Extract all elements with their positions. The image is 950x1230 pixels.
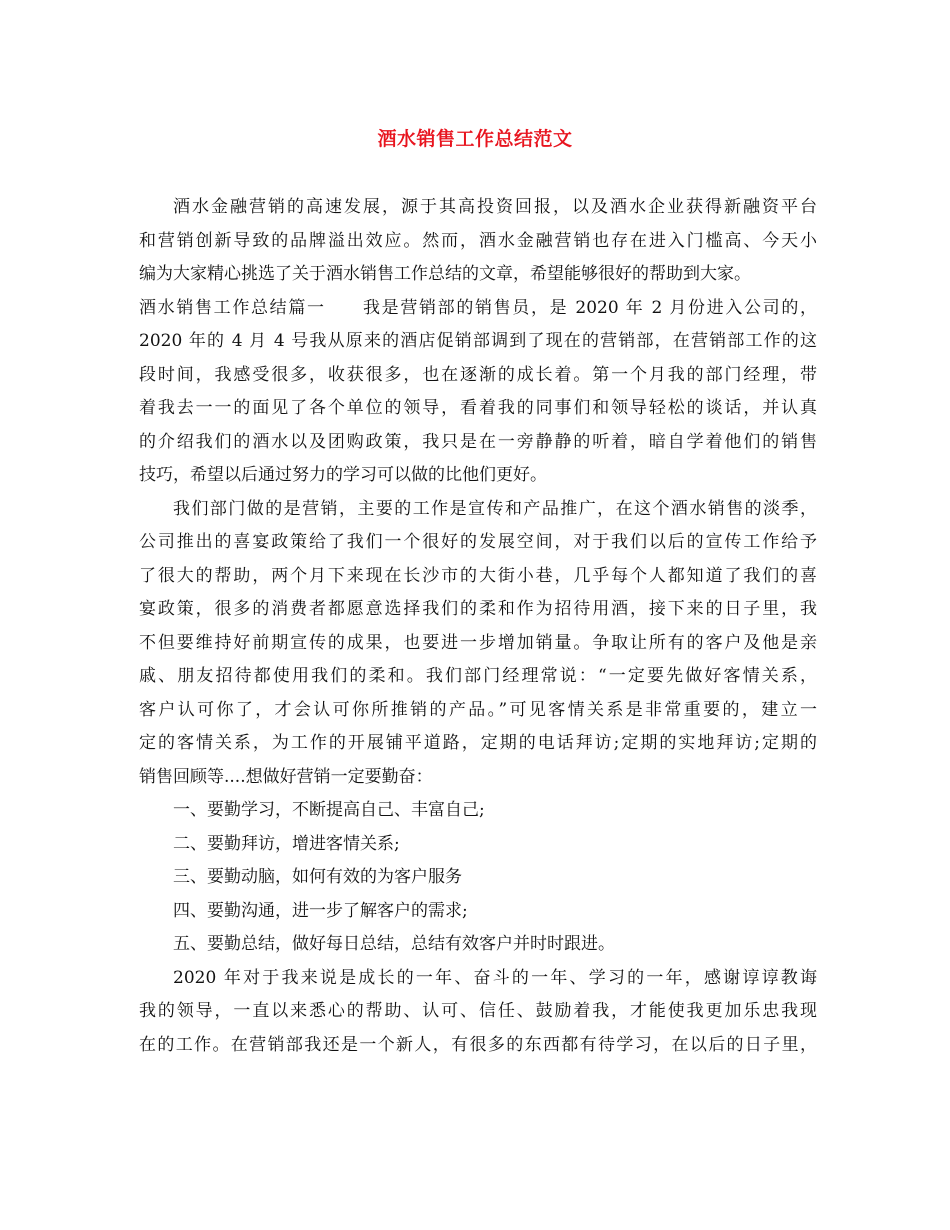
- text-line: 四、要勤沟通，进一步了解客户的需求;: [173, 900, 468, 921]
- text-line: 段时间，我感受很多，收获很多，也在逐渐的成长着。第一个月我的部门经理，带: [139, 364, 817, 385]
- text-line: 着我去一一的面见了各个单位的领导，看着我的同事们和领导轻松的谈话，并认真: [139, 398, 817, 418]
- text-line: 我的领导，一直以来悉心的帮助、认可、信任、鼓励着我，才能使我更加乐忠我现: [139, 1001, 817, 1021]
- text-line: 一、要勤学习，不断提高自己、丰富自己;: [173, 800, 485, 820]
- text-line: 销售回顾等....想做好营销一定要勤奋：: [139, 766, 433, 787]
- document-body: [139, 191, 817, 1062]
- text-line: 宴政策，很多的消费者都愿意选择我们的柔和作为招待用酒，接下来的日子里，我: [139, 599, 817, 619]
- text-line: 了很大的帮助，两个月下来现在长沙市的大街小巷，几乎每个人都知道了我们的喜: [139, 565, 817, 586]
- text-line: 的介绍我们的酒水以及团购政策，我只是在一旁静静的听着，暗自学着他们的销售: [139, 431, 817, 452]
- text-line: 三、要勤动脑，如何有效的为客户服务: [173, 867, 462, 887]
- text-line: 戚、朋友招待都使用我们的柔和。我们部门经理常说：“一定要先做好客情关系，: [139, 666, 817, 686]
- text-line: 在的工作。在营销部我还是一个新人，有很多的东西都有待学习，在以后的日子里，: [139, 1034, 817, 1055]
- text-line: 2020 年的 4 月 4 号我从原来的酒店促销部调到了现在的营销部，在营销部工作的这: [139, 331, 817, 351]
- text-line: 酒水金融营销的高速发展，源于其高投资回报，以及酒水企业获得新融资平台: [173, 197, 817, 217]
- text-line: 2020 年对于我来说是成长的一年、奋斗的一年、学习的一年，感谢谆谆教诲: [173, 967, 817, 988]
- text-line: 不但要维持好前期宣传的成果，也要进一步增加销量。争取让所有的客户及他是亲: [139, 632, 817, 653]
- text-line: 我们部门做的是营销，主要的工作是宣传和产品推广，在这个酒水销售的淡季，: [173, 498, 817, 519]
- text-line: 技巧，希望以后通过努力的学习可以做的比他们更好。: [139, 465, 547, 485]
- text-line: 和营销创新导致的品牌溢出效应。然而，酒水金融营销也存在进入门槛高、今天小: [139, 230, 817, 251]
- text-line: 编为大家精心挑选了关于酒水销售工作总结的文章，希望能够很好的帮助到大家。: [139, 264, 751, 284]
- text-line: 二、要勤拜访，增进客情关系;: [173, 833, 400, 854]
- document-title: 酒水销售工作总结范文: [377, 128, 573, 150]
- text-line: 定的客情关系，为工作的开展铺平道路，定期的电话拜访;定期的实地拜访;定期的: [139, 733, 817, 753]
- text-line: 公司推出的喜宴政策给了我们一个很好的发展空间，对于我们以后的宣传工作给予: [139, 532, 817, 552]
- text-line: 酒水销售工作总结篇一 我是营销部的销售员，是 2020 年 2 月份进入公司的，: [139, 297, 817, 318]
- text-line: 客户认可你了，才会认可你所推销的产品。”可见客情关系是非常重要的，建立一: [139, 699, 817, 720]
- text-line: 五、要勤总结，做好每日总结，总结有效客户并时时跟进。: [173, 934, 615, 954]
